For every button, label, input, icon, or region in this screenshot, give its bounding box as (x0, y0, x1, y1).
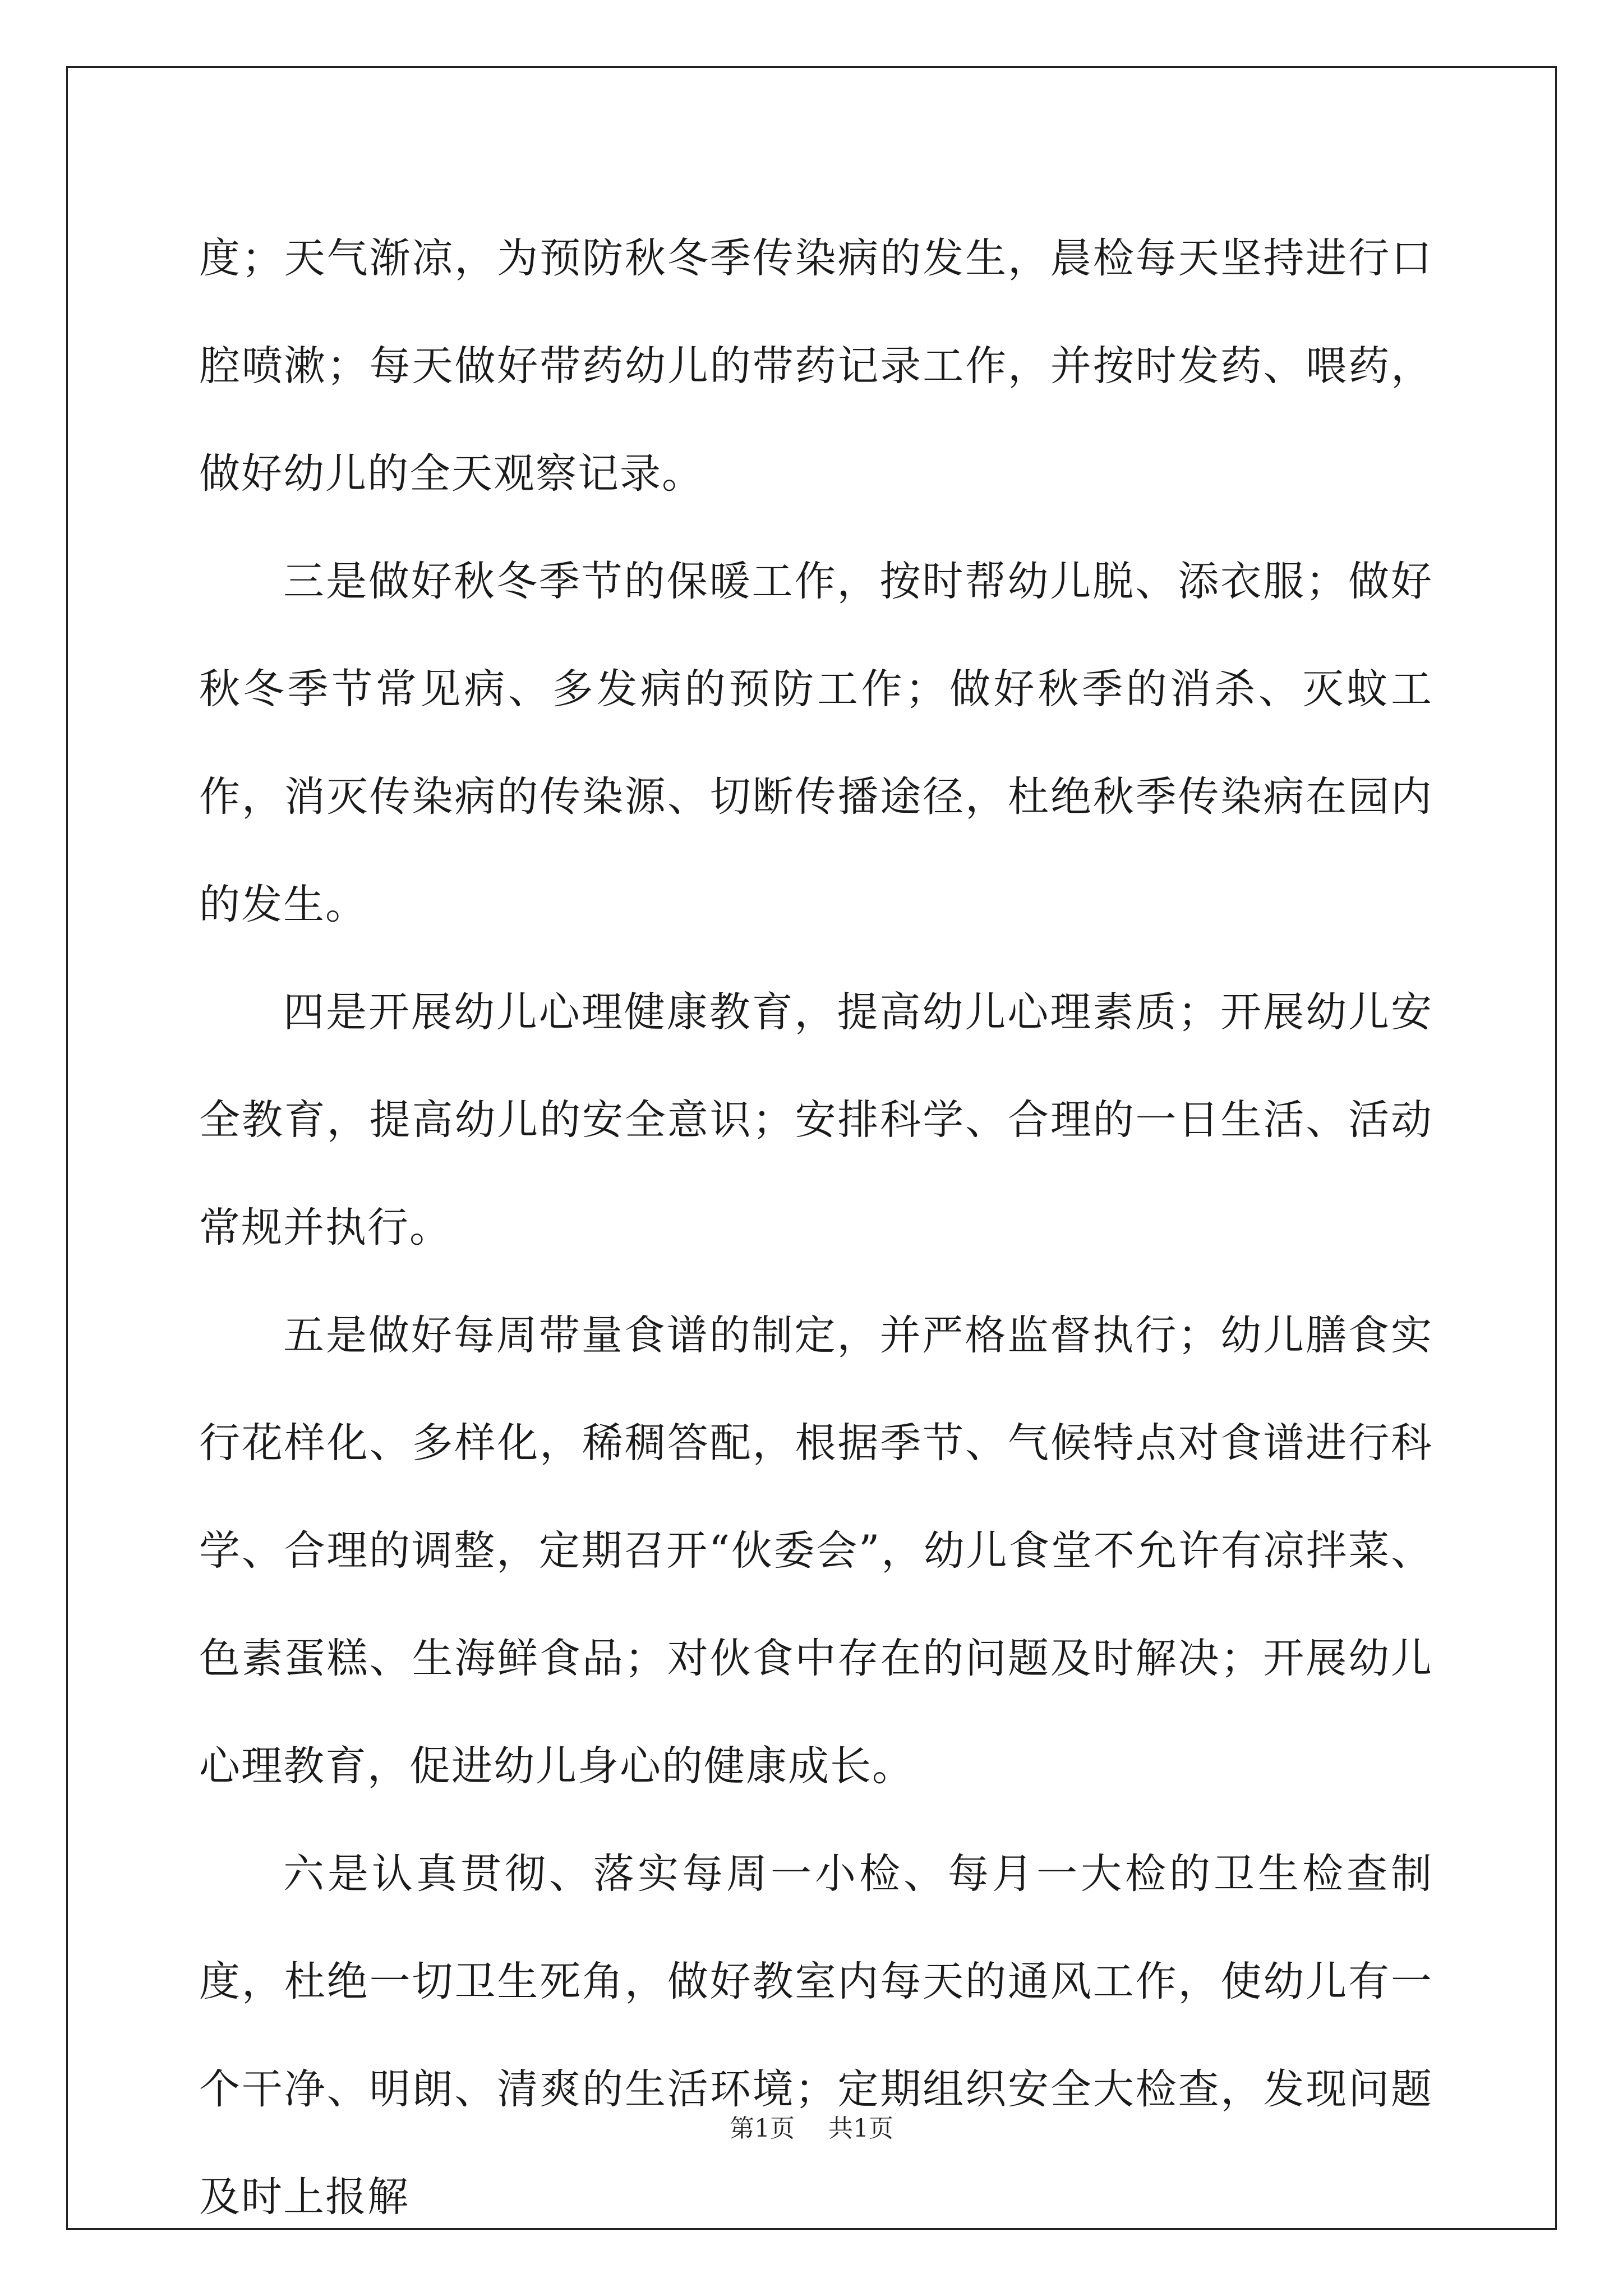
paragraph-1: 度；天气渐凉，为预防秋冬季传染病的发生，晨检每天坚持进行口腔喷漱；每天做好带药幼儿的带药记录工作，并按时发药、喂药，做好幼儿的全天观察记录。 (199, 234, 1433, 498)
paragraph-4: 五是做好每周带量食谱的制定，并严格监督执行；幼儿膳食实行花样化、多样化，稀稠答配，根据季节、气候特点对食谱进行科学、合理的调整，定期召开“伙委会”，幼儿食堂不允许有凉拌菜、色素蛋糕、生海鲜食品；对伙食中存在的问题及时解决；开展幼儿心理教育，促进幼儿身心的健康成长。 (199, 1312, 1433, 1790)
page-total: 共1页 (828, 2114, 893, 2143)
page-number: 第1页 (730, 2114, 795, 2143)
paragraph-5: 六是认真贯彻、落实每周一小检、每月一大检的卫生检查制度，杜绝一切卫生死角，做好教室内每天的通风工作，使幼儿有一个干净、明朗、清爽的生活环境；定期组织安全大检查，发现问题及时上报解 (199, 1850, 1433, 2221)
paragraph-3: 四是开展幼儿心理健康教育，提高幼儿心理素质；开展幼儿安全教育，提高幼儿的安全意识；安排科学、合理的一日生活、活动常规并执行。 (199, 988, 1433, 1251)
paragraph-2: 三是做好秋冬季节的保暖工作，按时帮幼儿脱、添衣服；做好秋冬季节常见病、多发病的预防工作；做好秋季的消杀、灭蚊工作，消灭传染病的传染源、切断传播途径，杜绝秋季传染病在园内的发生。 (199, 558, 1433, 928)
page-footer (0, 2108, 1623, 2144)
document-body (199, 205, 1433, 2251)
